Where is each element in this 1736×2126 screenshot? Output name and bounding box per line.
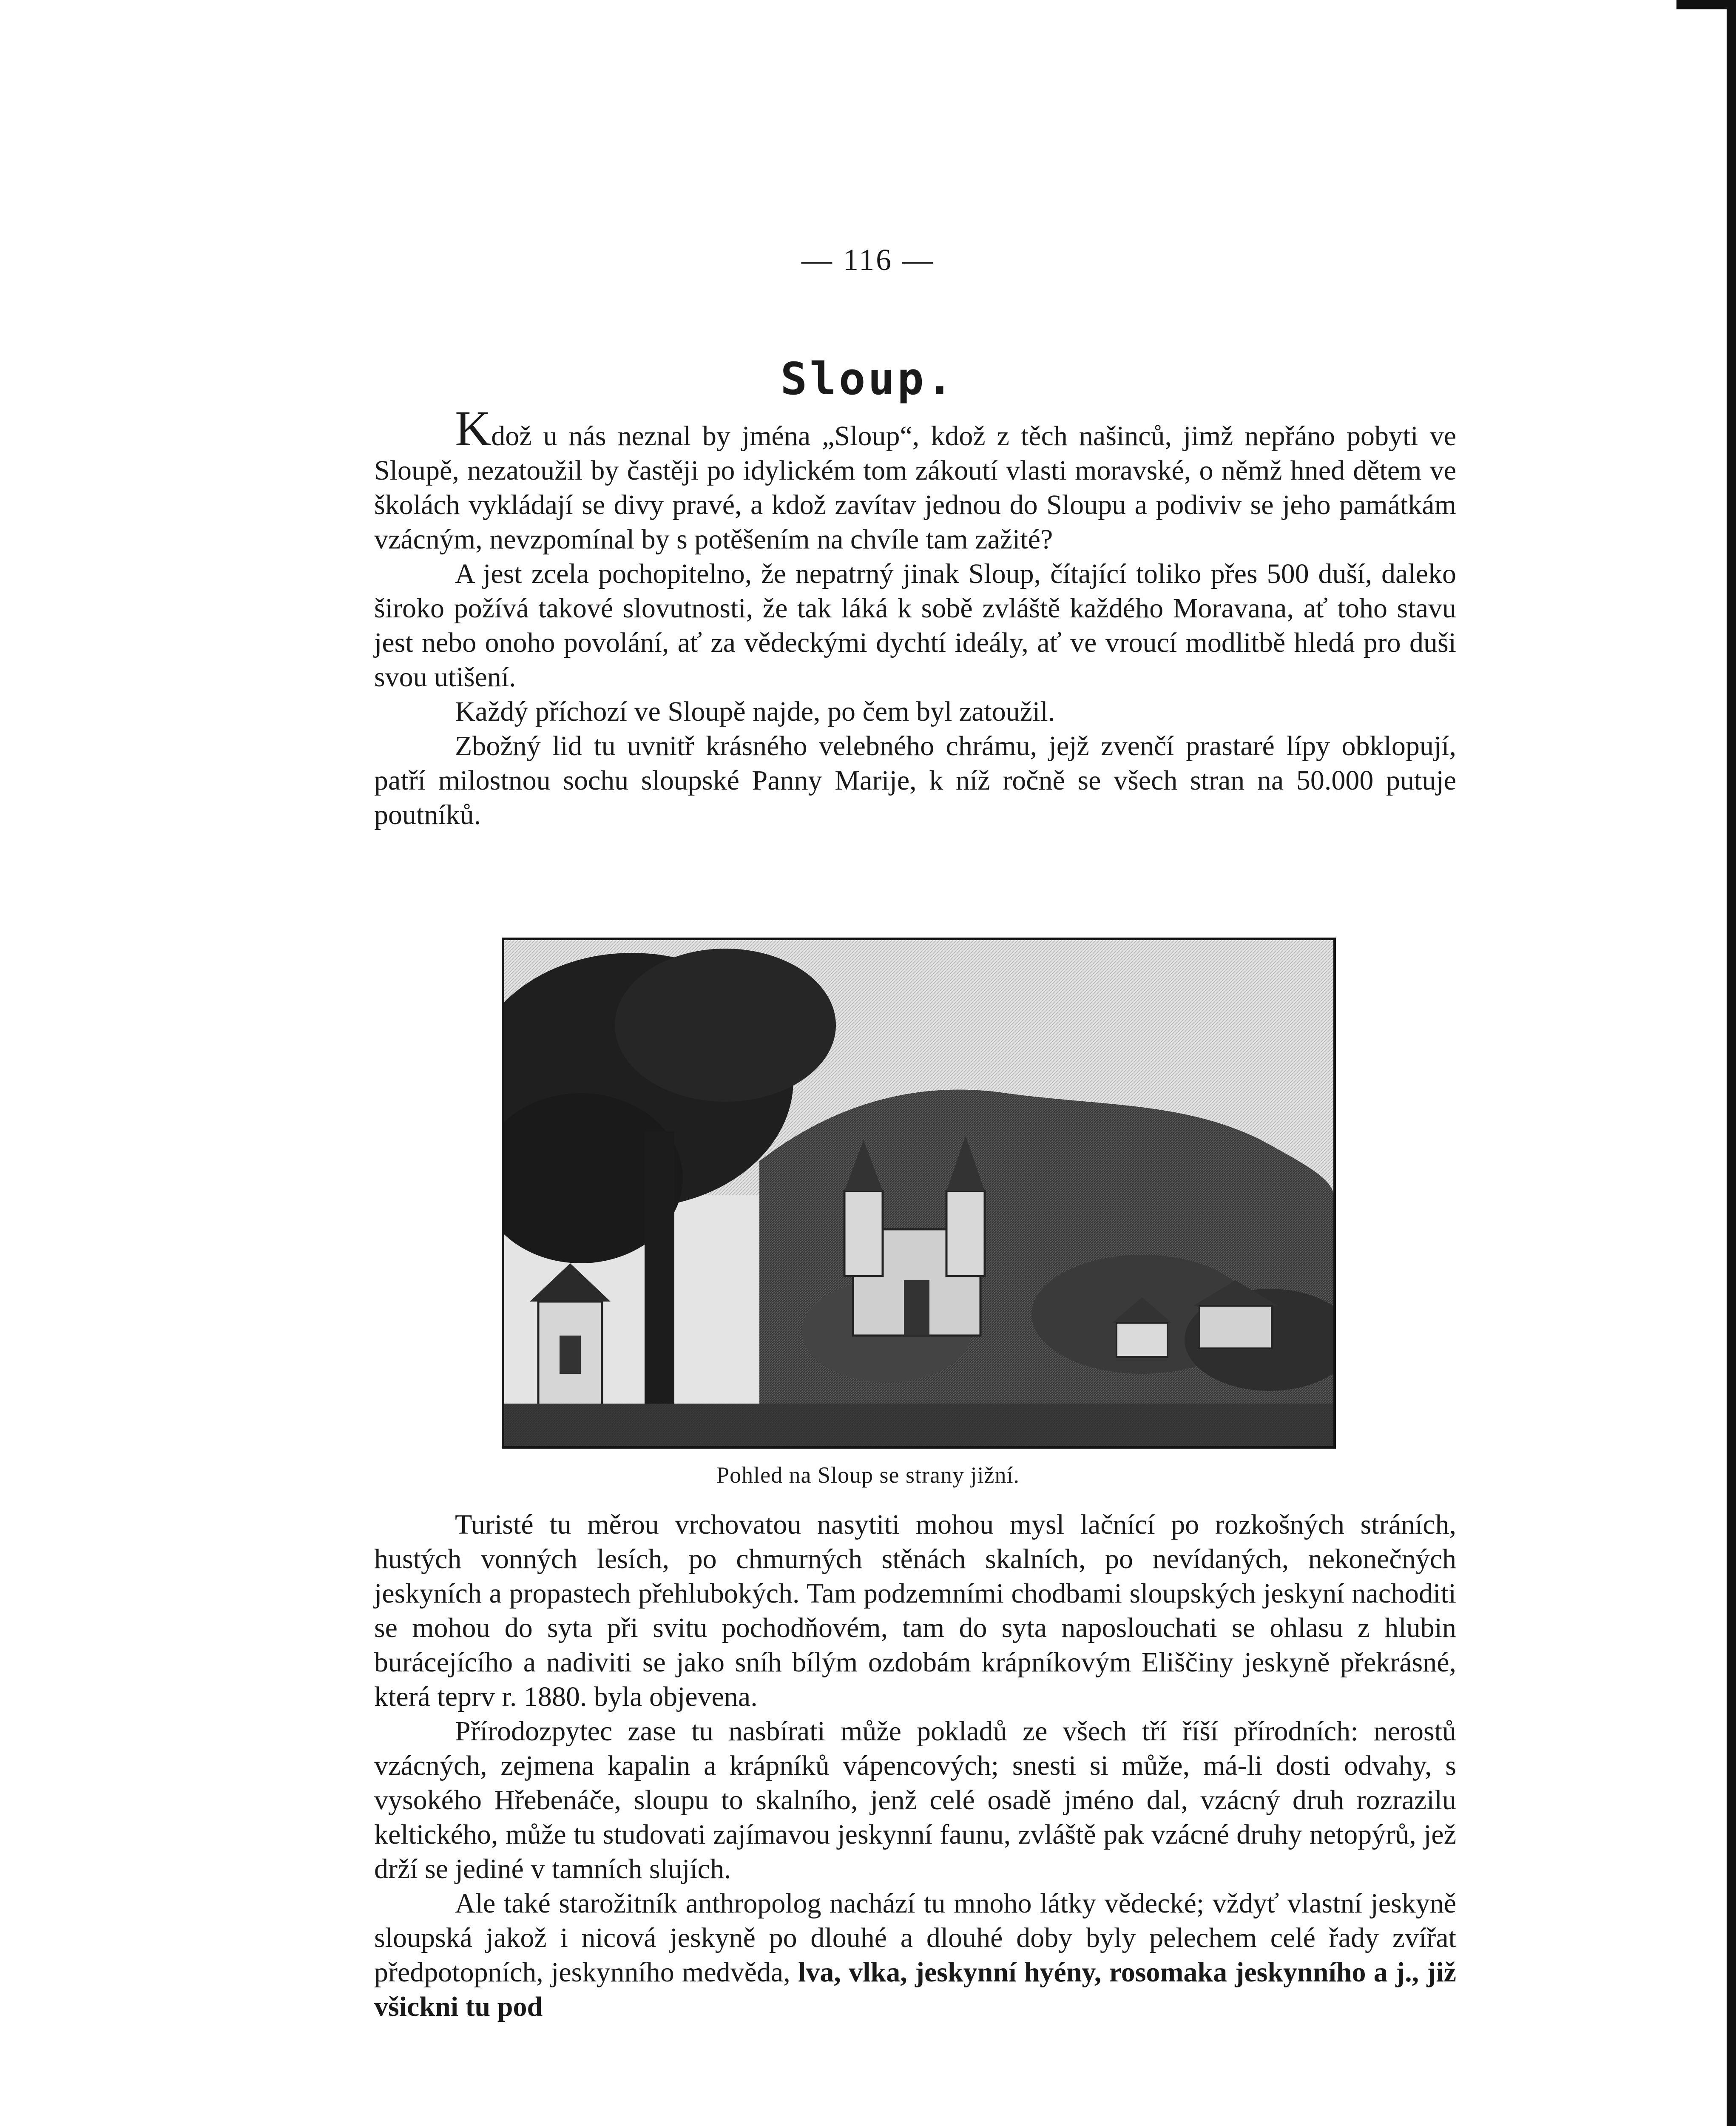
paragraph-antiquarian <box>374 1886 1456 2024</box>
scan-border-right <box>1727 0 1736 2126</box>
paragraph-intro <box>374 401 1456 557</box>
scan-border-top <box>1676 0 1736 9</box>
paragraph-visitor: Každý příchozí ve Sloupě najde, po čem byl zatoužil. <box>455 696 1055 727</box>
drop-cap: K <box>455 401 492 456</box>
paragraph-tourists: Turisté tu měrou vrchovatou nasytiti mohou mysl lačnící po rozkošných stráních, hustých vonných lesích, po chmurných stěnách skalních, po nevídaných, nekonečných jeskyních a propastech přehlubokých. Tam podzemními chodbami sloupských jeskyní nachoditi se mohou do syta při svitu pochodňovém, tam do syta naposlouchati se ohlasu z hlubin burácejícího a nadiviti se jako sníh bílým ozdobám krápníkovým Eliščiny jeskyně překrásné, která teprv r. 1880. byla objevena. <box>374 1509 1456 1712</box>
paragraph-antiquarian-bold: lva, vlka, jeskynní hyény, rosomaka jeskynního a j., již všickni tu pod <box>374 1957 1456 2022</box>
paragraph-antiquarian-text: Ale také starožitník anthropolog nachází tu mnoho látky vědecké; vždyť vlastní jeskyně sloupská jakož i nicová jeskyně po dlouhé a dlouhé doby byly pelechem celé řady zvířat předpotopních, jeskynního medvěda, <box>374 1888 1456 1988</box>
paragraph-naturalist: Přírodozpytec zase tu nasbírati může pokladů ze všech tří říší přírodních: nerostů vzácných, zejmena kapalin a krápníků vápencových; snesti si může, má-li dosti odvahy, s vysokého Hřebenáče, sloupu to skalního, jenž celé osadě jméno dal, vzácný druh rozrazilu keltického, může tu studovati zajímavou jeskynní faunu, zvláště pak vzácné druhy netopýrů, jež drží se jediné v tamních slujích. <box>374 1716 1456 1884</box>
text-block-top <box>374 401 1456 832</box>
engraving-landscape <box>504 940 1333 1446</box>
paragraph-pilgrims: Zbožný lid tu uvnitř krásného velebného chrámu, jejž zvenčí prastaré lípy obklopují, patří milostnou sochu sloupské Panny Marije, k níž ročně se všech stran na 50.000 putuje poutníků. <box>374 730 1456 830</box>
figure-caption: Pohled na Sloup se strany jižní. <box>716 1462 1020 1488</box>
page-number: — 116 — <box>801 243 935 277</box>
engraving-illustration <box>502 938 1336 1449</box>
paragraph-intro-text: dož u nás neznal by jména „Sloup“, kdož z těch našinců, jimž nepřáno pobyti ve Sloupě, nezatoužil by častěji po idylickém tom zákoutí vlasti moravské, o němž hned dětem ve školách vykládají se divy pravé, a kdož zavítav jednou do Sloupu a podiviv se jeho památkám vzácným, nevzpomínal by s potěšením na chvíle tam zažité? <box>374 421 1456 555</box>
page-title: Sloup. <box>780 353 956 405</box>
paragraph-fame: A jest zcela pochopitelno, že nepatrný jinak Sloup, čítající toliko přes 500 duší, daleko široko požívá takové slovutnosti, že tak láká k sobě zvláště každého Moravana, ať toho stavu jest nebo onoho povolání, ať za vědeckými dychtí ideály, ať ve vroucí modlitbě hledá pro duši svou utišení. <box>374 558 1456 693</box>
text-block-bottom <box>374 1507 1456 2024</box>
